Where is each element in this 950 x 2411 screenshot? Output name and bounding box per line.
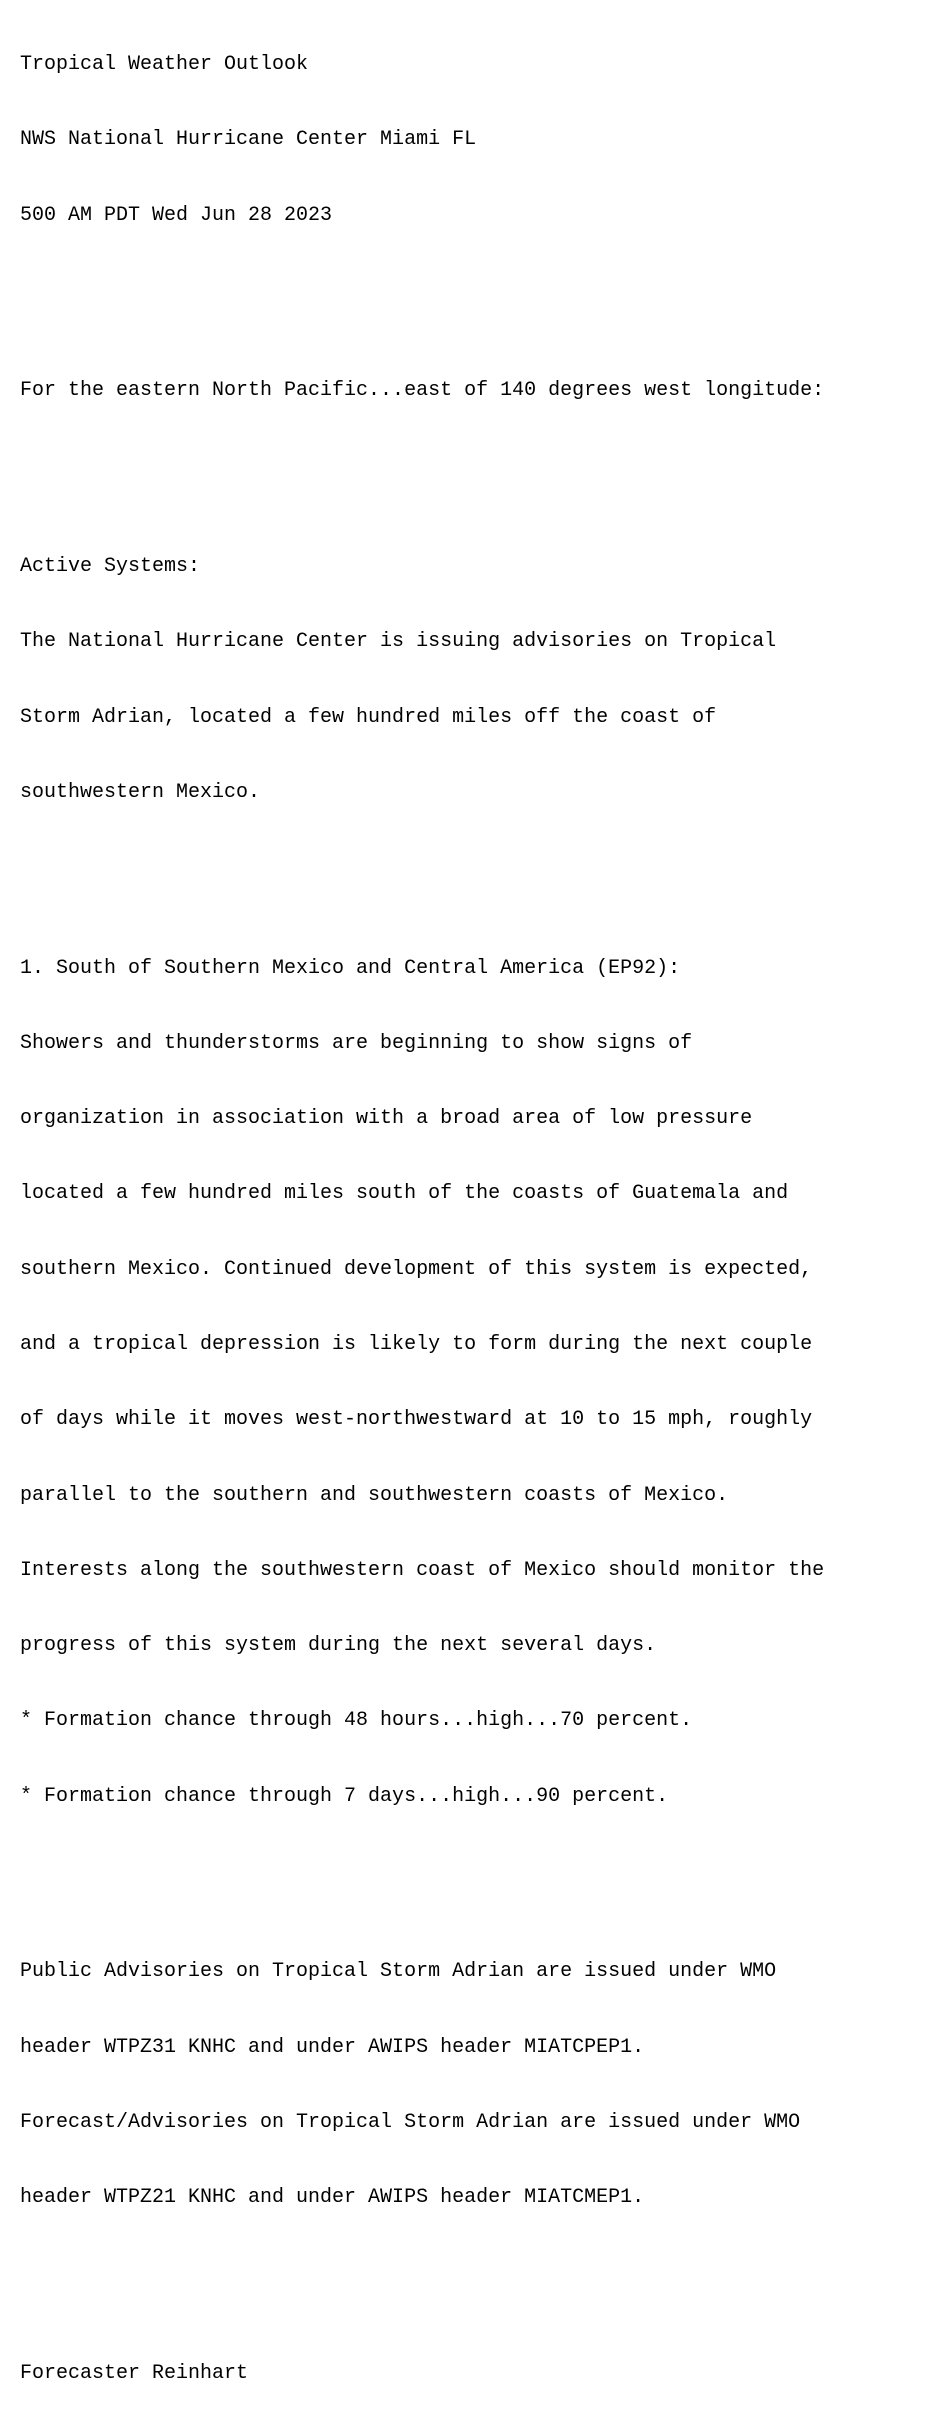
- disturbance-line: progress of this system during the next several days.: [20, 1634, 657, 1658]
- advisory-line: header WTPZ31 KNHC and under AWIPS header MIATCPEP1.: [20, 2035, 645, 2059]
- advisory-line: Public Advisories on Tropical Storm Adrian are issued under WMO: [20, 1960, 777, 1984]
- disturbance-line: Interests along the southwestern coast of Mexico should monitor the: [20, 1558, 825, 1582]
- active-systems-line: Storm Adrian, located a few hundred miles off the coast of: [20, 705, 717, 729]
- disturbance-line: organization in association with a broad area of low pressure: [20, 1107, 753, 1131]
- blank-line: [20, 454, 945, 479]
- issue-time: 500 AM PDT Wed Jun 28 2023: [20, 203, 333, 227]
- blank-line: [20, 278, 945, 303]
- issuing-office: NWS National Hurricane Center Miami FL: [20, 128, 477, 152]
- document-title: Tropical Weather Outlook: [20, 53, 309, 77]
- blank-line: [20, 2260, 945, 2285]
- active-systems-line: The National Hurricane Center is issuing advisories on Tropical: [20, 630, 777, 654]
- outlook-document: [20, 2, 945, 2411]
- formation-chance-7d: * Formation chance through 7 days...high...90 percent.: [20, 1784, 669, 1808]
- advisory-line: Forecast/Advisories on Tropical Storm Adrian are issued under WMO: [20, 2110, 801, 2134]
- disturbance-line: parallel to the southern and southwestern coasts of Mexico.: [20, 1483, 729, 1507]
- region-description: For the eastern North Pacific...east of 140 degrees west longitude:: [20, 379, 825, 403]
- formation-chance-48h: * Formation chance through 48 hours...high...70 percent.: [20, 1709, 693, 1733]
- advisory-line: header WTPZ21 KNHC and under AWIPS header MIATCMEP1.: [20, 2186, 645, 2210]
- disturbance-heading: 1. South of Southern Mexico and Central America (EP92):: [20, 956, 681, 980]
- active-systems-heading: Active Systems:: [20, 555, 201, 579]
- disturbance-line: Showers and thunderstorms are beginning to show signs of: [20, 1031, 693, 1055]
- blank-line: [20, 855, 945, 880]
- active-systems-line: southwestern Mexico.: [20, 780, 261, 804]
- forecaster-signature: Forecaster Reinhart: [20, 2361, 249, 2385]
- disturbance-line: of days while it moves west-northwestward at 10 to 15 mph, roughly: [20, 1408, 813, 1432]
- disturbance-line: and a tropical depression is likely to form during the next couple: [20, 1332, 813, 1356]
- disturbance-line: located a few hundred miles south of the coasts of Guatemala and: [20, 1182, 789, 1206]
- disturbance-line: southern Mexico. Continued development of this system is expected,: [20, 1257, 813, 1281]
- blank-line: [20, 1859, 945, 1884]
